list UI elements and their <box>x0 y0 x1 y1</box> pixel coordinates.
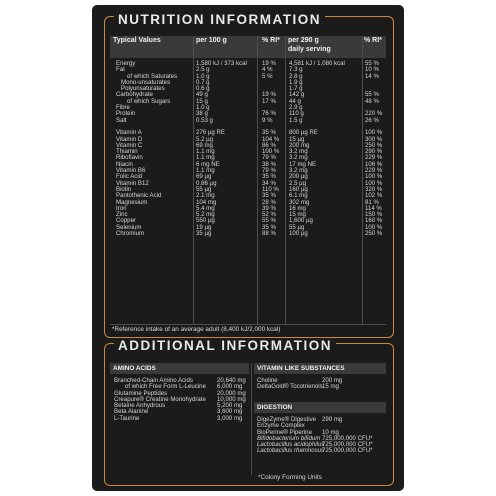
ri-100g-value: 17 % <box>262 97 276 105</box>
nutrient-label: Niacin <box>116 160 133 168</box>
per-290g-value: 15 µg <box>289 135 305 143</box>
header-ri-100g: % RI* <box>262 37 280 44</box>
ri-100g-value: 39 % <box>262 204 276 212</box>
nutrient-label: Energy <box>116 60 136 67</box>
ri-100g-value: 19 % <box>262 91 276 99</box>
amino-acid-value: 3,000 mg <box>217 414 243 422</box>
ri-100g-value: 104 % <box>262 135 280 143</box>
amino-acid-name: Betaine Anhydrous <box>114 402 166 410</box>
digestion-value: 725,000,000 CFU* <box>322 441 373 449</box>
per-290g-value: 800 µg RE <box>289 129 318 137</box>
cfu-footnote: *Colony Forming Units <box>258 474 322 481</box>
ri-100g-value: 35 % <box>262 173 276 181</box>
nutrient-label: Vitamin A <box>116 129 142 137</box>
vitamin-like-value: 200 mg <box>322 377 343 384</box>
nutrient-label: of which Sugars <box>127 97 171 105</box>
per-290g-value: 1.5 g <box>289 116 303 124</box>
nutrient-label: Mono-unsaturates <box>121 78 171 86</box>
per-100g-value: 55 µg <box>196 185 212 193</box>
amino-acid-name: Glutamine Peptides <box>114 389 168 397</box>
per-100g-value: 6 mg NE <box>196 160 220 168</box>
per-100g-value: 1.1 mg <box>196 154 215 162</box>
ri-290g-value: 10 % <box>365 66 379 74</box>
nutrient-label: Vitamin B12 <box>116 179 149 187</box>
per-100g-value: 0.53 g <box>196 116 213 124</box>
ri-100g-value: 86 % <box>262 141 276 149</box>
per-100g-value: 104 mg <box>196 198 217 206</box>
vitamin-like-substances-header: VITAMIN LIKE SUBSTANCES <box>254 363 386 374</box>
ri-100g-value: 79 % <box>262 154 276 162</box>
amino-acid-name: Creapure® Creatine Monohydrate <box>114 395 206 403</box>
ri-290g-value: 300 % <box>365 135 383 143</box>
ri-290g-value: 220 % <box>365 110 383 118</box>
ri-100g-value: 52 % <box>262 211 276 219</box>
ri-100g-value: 9 % <box>262 116 273 124</box>
nutrition-header-row <box>110 36 386 58</box>
per-100g-value: 15 g <box>196 97 208 105</box>
ri-290g-value: 320 % <box>365 185 383 193</box>
ri-290g-value: 100 % <box>365 179 383 187</box>
per-290g-value: 1.9 g <box>289 78 303 86</box>
per-100g-value: 49 g <box>196 91 208 99</box>
nutrient-label: Fibre <box>116 104 130 112</box>
per-100g-value: 550 µg <box>196 217 215 225</box>
nutrient-label: Vitamin B6 <box>116 167 146 175</box>
header-per-100g: per 100 g <box>196 37 227 44</box>
ri-100g-value: 35 % <box>262 192 276 200</box>
digestion-name: Enzyme Complex <box>257 422 305 430</box>
ri-290g-value: 250 % <box>365 141 383 149</box>
nutrient-label: Selenium <box>116 223 142 231</box>
ri-290g-value: 100 % <box>365 223 383 231</box>
ri-290g-value: 114 % <box>365 204 382 212</box>
column-divider <box>362 36 363 324</box>
ri-290g-value: 102 % <box>365 192 383 200</box>
vitamin-like-name: Choline <box>257 377 278 384</box>
ri-290g-value: 250 % <box>365 230 383 238</box>
additional-info-title: ADDITIONAL INFORMATION <box>114 339 336 353</box>
per-100g-value: 1.0 g <box>196 72 210 80</box>
ri-290g-value: 229 % <box>365 154 383 162</box>
header-daily-serving: daily serving <box>288 46 331 53</box>
per-290g-value: 160 µg <box>289 185 308 193</box>
per-100g-value: 1,580 kJ / 373 kcal <box>196 60 247 67</box>
table-bottom-rule <box>110 324 386 325</box>
nutrition-title: NUTRITION INFORMATION <box>114 13 325 27</box>
ri-290g-value: 48 % <box>365 97 379 105</box>
per-290g-value: 200 µg <box>289 173 308 181</box>
amino-acid-name: L-Taurine <box>114 414 140 422</box>
per-100g-column <box>196 61 256 237</box>
nutrient-label: Protein <box>116 110 136 118</box>
per-290g-value: 16 mg <box>289 204 306 212</box>
ri-100g-value: 19 % <box>262 60 276 67</box>
nutrient-label: Polyunsaturates <box>121 85 165 93</box>
amino-acid-name: Beta Alanine <box>114 408 149 416</box>
amino-acids-header: AMINO ACIDS <box>110 363 249 374</box>
nutrient-label: Copper <box>116 217 136 225</box>
reference-intake-footnote: *Reference intake of an average adult (8,400 kJ/2,000 kcal) <box>112 326 281 333</box>
ri-100g-value: 110 % <box>262 185 279 193</box>
per-290g-value: 110 g <box>289 110 304 118</box>
per-100g-value: 1.1 mg <box>196 148 215 156</box>
amino-acid-name: of which Free Form L-Leucine <box>125 383 206 391</box>
per-290g-value: 6.1 mg <box>289 192 308 200</box>
ri-100g-value: 79 % <box>262 167 276 175</box>
ri-100g-value: 38 % <box>262 160 276 168</box>
amino-acid-value: 3,600 mg <box>217 408 243 416</box>
nutrient-label: of which Saturates <box>127 72 178 80</box>
per-290g-value: 2.9 g <box>289 104 303 112</box>
column-divider <box>257 36 258 324</box>
amino-acid-names <box>114 378 216 422</box>
digestion-name: Lactobacillus acidophilus <box>257 441 325 449</box>
ri-100g-value: 5 % <box>262 72 273 80</box>
nutrient-labels-column <box>116 61 192 237</box>
nutrient-label: Biotin <box>116 185 132 193</box>
per-100g-value: 1.0 g <box>196 104 210 112</box>
per-290g-value: 4,581 kJ / 1,080 kcal <box>289 60 345 67</box>
per-290g-value: 3.2 mg <box>289 167 308 175</box>
per-290g-value: 142 g <box>289 91 305 99</box>
ri-290g-value: 290 % <box>365 148 383 156</box>
ri-290g-value: 229 % <box>365 167 383 175</box>
ri-100g-value: 55 % <box>262 217 276 225</box>
digestion-name: Lactobacillus rhamnosus <box>257 447 325 455</box>
per-290g-value: 7.3 g <box>289 66 303 74</box>
nutrient-label: Magnesium <box>116 198 148 206</box>
nutrient-label: Thiamin <box>116 148 138 156</box>
digestion-value: 10 mg <box>322 428 339 436</box>
header-typical-values: Typical Values <box>113 37 161 44</box>
digestion-name: Bifidobacterium bifidum <box>257 434 321 442</box>
per-100g-value: 69 µg <box>196 173 212 181</box>
per-100g-value: 5.2 mg <box>196 211 215 219</box>
amino-acid-value: 20,000 mg <box>217 389 246 397</box>
per-100g-value: 0.86 µg <box>196 179 217 187</box>
per-100g-value: 2.1 mg <box>196 192 215 200</box>
column-divider <box>285 36 286 324</box>
per-100g-value: 0.7 g <box>196 78 210 86</box>
header-ri-290g: % RI* <box>364 37 382 44</box>
vitamin-like-names <box>257 377 323 391</box>
digestion-header: DIGESTION <box>254 402 386 413</box>
ri-100g-value: 88 % <box>262 230 276 238</box>
per-290g-value: 3.2 mg <box>289 154 308 162</box>
per-100g-value: 19 µg <box>196 223 212 231</box>
digestion-value: 725,000,000 CFU* <box>322 447 373 455</box>
nutrient-label: Carbohydrate <box>116 91 153 99</box>
ri-290g-value: 26 % <box>365 116 379 124</box>
vitamin-like-values <box>322 378 362 391</box>
per-290g-value: 2.5 µg <box>289 179 307 187</box>
nutrient-label: Iron <box>116 204 127 212</box>
per-290g-value: 1.7 g <box>289 85 303 93</box>
nutrient-label: Salt <box>116 116 127 124</box>
per-100g-value: 38 g <box>196 110 208 118</box>
amino-acid-value: 10,000 mg <box>217 395 246 403</box>
per-100g-value: 5.2 µg <box>196 135 214 143</box>
nutrient-label: Folic Acid <box>116 173 143 181</box>
per-290g-column <box>289 61 361 237</box>
ri-100g-column <box>262 61 284 237</box>
nutrient-label: Riboflavin <box>116 154 143 162</box>
per-290g-value: 2.8 g <box>289 72 303 80</box>
ri-290g-value: 100 % <box>365 173 383 181</box>
digestion-name: DigeZyme® Digestive <box>257 416 317 423</box>
digestion-values <box>322 417 386 455</box>
nutrient-label: Fat <box>116 66 125 74</box>
vitamin-like-name: DeltaGold® Tocotrienols <box>257 383 323 391</box>
nutrient-label: Vitamin D <box>116 135 143 143</box>
per-290g-value: 15 mg <box>289 211 306 219</box>
ri-100g-value: 100 % <box>262 148 280 156</box>
ri-100g-value: 28 % <box>262 198 276 206</box>
per-290g-value: 3.2 mg <box>289 148 308 156</box>
per-290g-value: 100 µg <box>289 230 308 238</box>
amino-acid-value: 5,200 mg <box>217 402 243 410</box>
digestion-value: 725,000,000 CFU* <box>322 434 373 442</box>
ri-290g-value: 100 % <box>365 129 383 137</box>
per-100g-value: 5.4 mg <box>196 204 215 212</box>
ri-290g-value: 160 % <box>365 217 383 225</box>
header-per-290g: per 290 g <box>288 37 319 44</box>
digestion-name: BioPerine® Piperine <box>257 428 312 436</box>
ri-100g-value: 34 % <box>262 179 276 187</box>
per-290g-value: 17 mg NE <box>289 160 317 168</box>
per-100g-value: 69 mg <box>196 141 213 149</box>
ri-290g-value: 55 % <box>365 60 379 67</box>
per-100g-value: 1.1 mg <box>196 167 215 175</box>
ri-290g-value: 14 % <box>365 72 379 80</box>
ri-100g-value: 4 % <box>262 66 273 74</box>
ri-100g-value: 76 % <box>262 110 276 118</box>
column-divider <box>193 36 194 324</box>
digestion-value: 290 mg <box>322 416 343 423</box>
per-100g-value: 2.5 g <box>196 66 210 74</box>
ri-290g-value: 150 % <box>365 211 383 219</box>
per-290g-value: 44 g <box>289 97 301 105</box>
digestion-names <box>257 417 327 455</box>
per-290g-value: 200 mg <box>289 141 310 149</box>
nutrient-label: Pantothenic Acid <box>116 192 162 200</box>
ri-100g-value: 35 % <box>262 129 276 137</box>
amino-acid-value: 6,000 mg <box>217 383 243 391</box>
nutrient-label: Vitamin C <box>116 141 143 149</box>
ri-100g-value: 35 % <box>262 223 276 231</box>
per-290g-value: 55 µg <box>289 223 305 231</box>
ri-290g-value: 55 % <box>365 91 379 99</box>
amino-acid-name: Branched-Chain Amino Acids <box>114 377 193 384</box>
nutrient-label: Zinc <box>116 211 128 219</box>
nutrient-label: Chromium <box>116 230 145 238</box>
per-290g-value: 1,600 µg <box>289 217 313 225</box>
amino-acid-values <box>217 378 250 422</box>
amino-acid-value: 20,640 mg <box>217 377 246 384</box>
ri-290g-column <box>365 61 389 237</box>
vitamin-like-value: 15 mg <box>322 383 339 391</box>
per-100g-value: 276 µg RE <box>196 129 225 137</box>
per-100g-value: 35 µg <box>196 230 212 238</box>
ri-290g-value: 106 % <box>365 160 383 168</box>
ri-290g-value: 81 % <box>365 198 379 206</box>
section-divider <box>251 363 252 475</box>
per-100g-value: 0.6 g <box>196 85 210 93</box>
per-290g-value: 302 mg <box>289 198 310 206</box>
